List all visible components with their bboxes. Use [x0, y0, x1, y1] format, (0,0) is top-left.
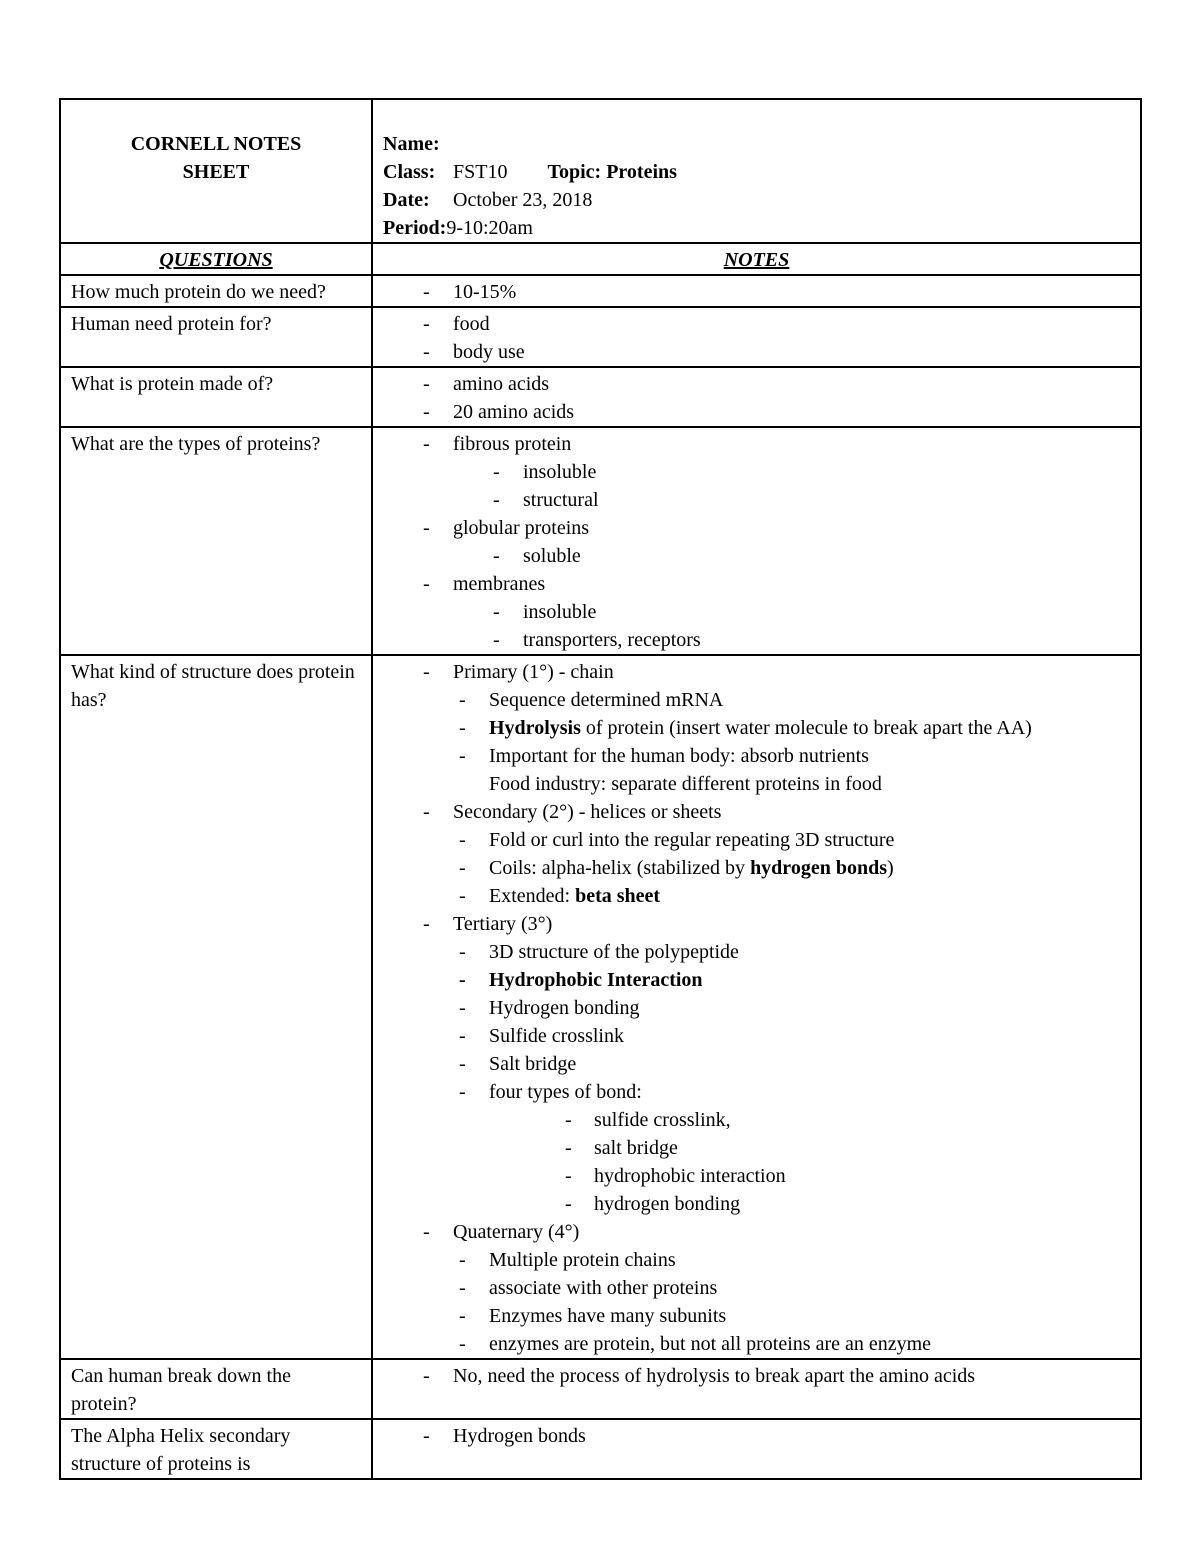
hydrolysis-term: Hydrolysis — [489, 717, 581, 739]
question-cell: Can human break down the protein? — [60, 1359, 372, 1419]
cornell-notes-table — [59, 98, 1142, 1480]
table-row — [60, 655, 1141, 1359]
notes-cell — [372, 367, 1141, 427]
note-sub-bullet: - insoluble — [417, 598, 1130, 626]
primary-structure: - Primary (1°) - chain — [417, 658, 1130, 686]
name-label: Name: — [383, 133, 440, 155]
note-bullet: - body use — [417, 338, 1130, 366]
note-sub-bullet: - enzymes are protein, but not all proteins are an enzyme — [417, 1330, 1130, 1358]
table-row — [60, 367, 1141, 427]
date-value: October 23, 2018 — [453, 189, 593, 211]
note-sub-bullet: - Important for the human body: absorb nutrients — [417, 742, 1130, 770]
note-sub-bullet: - transporters, receptors — [417, 626, 1130, 654]
table-row — [60, 1419, 1141, 1479]
notes-cell — [372, 427, 1141, 655]
question-cell: Human need protein for? — [60, 307, 372, 367]
note-sub-bullet — [417, 854, 1130, 882]
topic-label: Topic: Proteins — [547, 161, 677, 183]
note-sub-bullet: - Sequence determined mRNA — [417, 686, 1130, 714]
hydrogen-bonds-term: hydrogen bonds — [750, 857, 887, 879]
coils-close: ) — [886, 857, 894, 879]
coils-text: Coils: alpha-helix (stabilized by — [489, 857, 751, 879]
notes-cell — [372, 275, 1141, 307]
note-sub-bullet — [417, 882, 1130, 910]
note-sub-bullet: - 3D structure of the polypeptide — [417, 938, 1130, 966]
question-cell: What are the types of proteins? — [60, 427, 372, 655]
notes-header: NOTES — [372, 243, 1141, 275]
questions-header: QUESTIONS — [60, 243, 372, 275]
tertiary-structure: - Tertiary (3°) — [417, 910, 1130, 938]
note-sub-bullet: - insoluble — [417, 458, 1130, 486]
note-bullet: - membranes — [417, 570, 1130, 598]
note-continuation: Food industry: separate different proteins in food — [489, 773, 882, 795]
header-info — [372, 99, 1141, 243]
sheet-title-line1: CORNELL NOTES — [130, 133, 302, 155]
extended-text: Extended: — [489, 885, 576, 907]
note-bullet: - globular proteins — [417, 514, 1130, 542]
hydrolysis-text: of protein (insert water molecule to break apart the AA) — [580, 717, 1032, 739]
note-sub-bullet: - soluble — [417, 542, 1130, 570]
note-bullet: - 20 amino acids — [417, 398, 1130, 426]
period-value: 9-10:20am — [446, 217, 533, 239]
beta-sheet-term: beta sheet — [575, 885, 661, 907]
secondary-structure: - Secondary (2°) - helices or sheets — [417, 798, 1130, 826]
notes-cell — [372, 307, 1141, 367]
note-third-bullet: - hydrogen bonding — [417, 1190, 1130, 1218]
note-sub-bullet: - associate with other proteins — [417, 1274, 1130, 1302]
note-bullet: - amino acids — [417, 370, 1130, 398]
table-row — [60, 307, 1141, 367]
table-row — [60, 427, 1141, 655]
sheet-title — [60, 99, 372, 243]
note-sub-bullet: - Salt bridge — [417, 1050, 1130, 1078]
note-bullet: - fibrous protein — [417, 430, 1130, 458]
question-cell: What kind of structure does protein has? — [60, 655, 372, 1359]
class-label: Class: — [383, 161, 436, 183]
note-third-bullet: - hydrophobic interaction — [417, 1162, 1130, 1190]
sheet-title-line2: SHEET — [182, 161, 250, 183]
notes-cell — [372, 1359, 1141, 1419]
note-third-bullet: - sulfide crosslink, — [417, 1106, 1130, 1134]
question-cell: What is protein made of? — [60, 367, 372, 427]
note-sub-bullet: - Sulfide crosslink — [417, 1022, 1130, 1050]
table-row — [60, 1359, 1141, 1419]
date-label: Date: — [383, 189, 430, 211]
notes-cell — [372, 1419, 1141, 1479]
note-sub-bullet: - Fold or curl into the regular repeating 3D structure — [417, 826, 1130, 854]
note-sub-bullet: - four types of bond: — [417, 1078, 1130, 1106]
question-cell: How much protein do we need? — [60, 275, 372, 307]
quaternary-structure: - Quaternary (4°) — [417, 1218, 1130, 1246]
class-value: FST10 — [453, 161, 508, 183]
note-bullet: - Hydrogen bonds — [417, 1422, 1130, 1450]
note-bullet: - No, need the process of hydrolysis to break apart the amino acids — [417, 1362, 1130, 1390]
note-sub-bullet: - Hydrophobic Interaction — [417, 966, 1130, 994]
note-sub-bullet: - structural — [417, 486, 1130, 514]
period-label: Period: — [383, 217, 447, 239]
note-third-bullet: - salt bridge — [417, 1134, 1130, 1162]
note-sub-bullet — [417, 714, 1130, 742]
note-sub-bullet: - Enzymes have many subunits — [417, 1302, 1130, 1330]
note-sub-bullet: - Multiple protein chains — [417, 1246, 1130, 1274]
table-row — [60, 275, 1141, 307]
question-cell: The Alpha Helix secondary structure of proteins is — [60, 1419, 372, 1479]
note-sub-bullet: - Hydrogen bonding — [417, 994, 1130, 1022]
note-bullet: - 10-15% — [417, 278, 1130, 306]
notes-cell — [372, 655, 1141, 1359]
note-bullet: - food — [417, 310, 1130, 338]
